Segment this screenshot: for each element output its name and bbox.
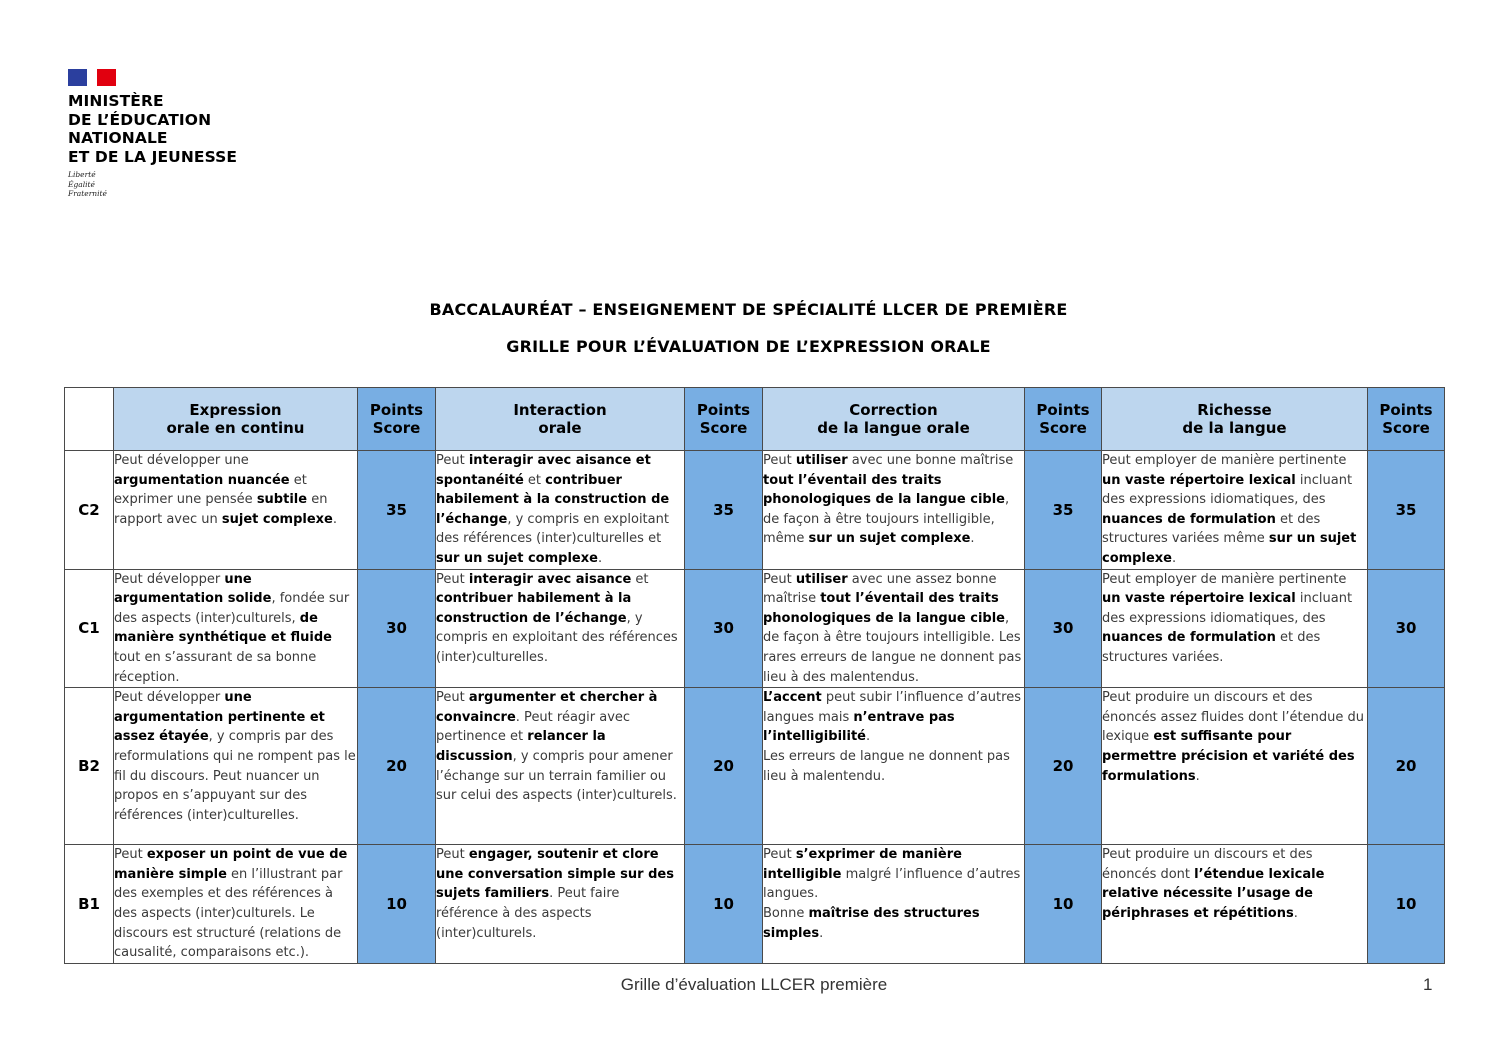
column-header-richesse [1102,388,1368,451]
descriptor-text: avec une assez bonne maîtrise [763,571,997,607]
ministry-line: ET DE LA JEUNESSE [68,147,238,166]
score-cell: 35 [358,451,436,570]
descriptor-text: , y compris en exploitant des références (inter)culturelles et [436,511,669,547]
descriptor-text: . Peut faire référence à des aspects (inter)culturels. [436,886,620,941]
emphasis-text: L’accent [763,690,822,706]
ministry-line: NATIONALE [68,129,168,147]
descriptor-text: , fondée sur des aspects (inter)culturels, [114,591,350,626]
table-row [65,688,1445,845]
descriptor-text: Peut produire un discours et des énoncés assez fluides dont l’étendue du lexique [1102,690,1365,745]
header-line: Score [372,419,421,437]
emphasis-text: contribuer habilement à la construction de l’échange [436,591,632,626]
descriptor-text: Peut employer de manière pertinente [1102,453,1347,468]
level-label: B1 [65,845,114,964]
score-cell: 20 [1025,688,1102,845]
descriptor-cell [1102,845,1368,964]
ministry-name [68,92,237,166]
emphasis-text: engager, soutenir et clore une conversation simple sur des sujets familiers [436,847,674,902]
descriptor-text: Peut développer [114,690,225,706]
descriptor-text: Peut produire un discours et des énoncés dont [1102,847,1313,882]
descriptor-cell [1102,688,1368,845]
level-label: B2 [65,688,114,845]
emphasis-text: relancer la discussion [436,729,606,764]
descriptor-text: Bonne [763,905,809,921]
descriptor-text: Peut [436,690,469,706]
emphasis-text: utiliser [795,571,848,587]
document-subtitle: GRILLE POUR L’ÉVALUATION DE L’EXPRESSION ORALE [506,337,991,356]
score-cell: 35 [1025,451,1102,570]
score-cell: 30 [685,569,763,688]
descriptor-text: malgré l’influence d’autres langues. [763,866,1021,902]
score-cell: 30 [1368,569,1445,688]
descriptor-text: , y compris pour amener l’échange sur un terrain familier ou sur celui des aspects (inter)culturels. [436,748,677,804]
score-cell: 20 [358,688,436,845]
points-header [1368,388,1445,451]
emphasis-text: une argumentation solide [114,571,272,607]
descriptor-text: en l’illustrant par des exemples et des références à des aspects (inter)culturels. Le discours est structuré (relations de causalité, comparaisons etc.). [114,866,343,961]
score-cell: 30 [1025,569,1102,688]
column-header-expression [114,388,358,451]
score-cell: 20 [685,688,763,845]
emphasis-text: tout l’éventail des traits phonologiques de la langue cible [763,472,1005,508]
emphasis-text: contribuer habilement à la construction de l’échange [436,472,670,527]
header-line: orale en continu [166,419,305,437]
emphasis-text: s’exprimer de manière intelligible [763,847,962,882]
column-header-interaction [436,388,685,451]
descriptor-text: , y compris en exploitant des références (inter)culturelles. [436,610,678,665]
emphasis-text: un vaste répertoire lexical [1102,472,1296,488]
table-row [65,569,1445,688]
emphasis-text: n’entrave pas l’intelligibilité [763,709,955,745]
level-label: C2 [65,451,114,570]
emphasis-text: sur un sujet complexe [436,550,598,566]
descriptor-text: Peut [436,453,469,468]
corner-cell [65,388,114,451]
score-cell: 30 [358,569,436,688]
descriptor-cell [436,845,685,964]
emphasis-text: un vaste répertoire lexical [1102,591,1296,607]
descriptor-cell [436,688,685,845]
descriptor-text: Les erreurs de langue ne donnent pas lieu à malentendu. [763,748,1010,784]
descriptor-text: Peut développer [114,571,225,587]
motto [68,170,237,199]
motto-line: Fraternité [68,189,107,198]
header-line: Points [369,401,424,419]
table-row [65,451,1445,570]
level-label: C1 [65,569,114,688]
document-title: BACCALAURÉAT – ENSEIGNEMENT DE SPÉCIALITÉ LLCER DE PREMIÈRE [429,300,1068,319]
motto-line: Égalité [68,179,95,189]
descriptor-text: et [523,472,546,488]
descriptor-cell [763,845,1025,964]
descriptor-text: Peut employer de manière pertinente [1102,571,1347,587]
header-row [65,388,1445,451]
score-cell: 10 [1025,845,1102,964]
evaluation-grid [64,387,1445,964]
descriptor-text: , de façon à être toujours intelligible, même [763,492,1010,547]
points-header [358,388,436,451]
descriptor-cell [763,569,1025,688]
descriptor-cell [436,569,685,688]
emphasis-text: nuances de formulation [1102,630,1276,646]
descriptor-cell [114,451,358,570]
page-number: 1 [1423,975,1433,994]
descriptor-text: Peut [436,847,469,863]
descriptor-text: et [631,571,649,587]
points-header [685,388,763,451]
header-line: Score [1039,419,1087,437]
descriptor-cell [763,688,1025,845]
header-line: Points [1379,401,1433,419]
descriptor-cell [1102,451,1368,570]
descriptor-cell [114,569,358,688]
descriptor-text: . [1293,905,1298,921]
descriptor-cell [1102,569,1368,688]
emphasis-text: argumentation nuancée [114,472,290,488]
score-cell: 10 [358,845,436,964]
descriptor-text: , y compris par des reformulations qui ne rompent pas le fil du discours. Peut nuancer un propos en s’appuyant sur des références (inter)culturelles. [114,729,356,823]
descriptor-text: et des structures variées même [1102,511,1321,547]
column-header-correction [763,388,1025,451]
descriptor-text: . [865,729,871,745]
footer-text: Grille d’évaluation LLCER première [620,975,888,994]
header-line: Richesse [1197,401,1272,419]
emphasis-text: tout l’éventail des traits phonologiques de la langue cible [763,591,1005,626]
descriptor-text: Peut [114,847,147,863]
table-row [65,845,1445,964]
emphasis-text: de manière synthétique et fluide [114,610,332,646]
descriptor-text: . [332,511,338,527]
descriptor-text: . Peut réagir avec pertinence et [436,709,631,745]
header-line: Score [699,419,748,437]
descriptor-text: tout en s’assurant de sa bonne réception. [114,649,317,685]
header-line: de la langue [1182,419,1287,437]
descriptor-text: en rapport avec un [114,492,328,527]
emphasis-text: une argumentation pertinente et assez étayée [114,690,325,745]
descriptor-text: avec une bonne maîtrise [847,453,1014,468]
descriptor-text: incluant des expressions idiomatiques, des [1102,472,1353,508]
score-cell: 10 [685,845,763,964]
emphasis-text: interagir avec aisance et spontanéité [436,453,651,488]
header-line: orale [538,419,582,437]
emphasis-text: argumenter et chercher à convaincre [436,690,658,725]
emphasis-text: subtile [256,492,308,508]
header-line: Expression [189,401,282,419]
emphasis-text: maîtrise des structures simples [763,905,980,941]
ministry-line: DE L’ÉDUCATION [68,110,212,129]
french-flag-icon [68,69,116,86]
header-line: Points [1036,401,1090,419]
emphasis-text: interagir avec aisance [468,571,632,587]
descriptor-cell [436,451,685,570]
emphasis-text: l’étendue lexicale relative nécessite l’usage de périphrases et répétitions [1102,866,1325,921]
emphasis-text: est suffisante pour permettre précision et variété des formulations [1102,729,1355,784]
descriptor-text: , de façon à être toujours intelligible. Les rares erreurs de langue ne donnent pas lieu à des malentendus. [763,610,1022,685]
descriptor-text: incluant des expressions idiomatiques, des [1102,591,1353,626]
emphasis-text: sur un sujet complexe [1102,531,1357,566]
emphasis-text: sujet complexe [221,511,333,527]
descriptor-text: . [597,550,603,566]
descriptor-text: . [1195,768,1200,784]
descriptor-text: . [970,531,975,547]
score-cell: 35 [685,451,763,570]
header-line: Points [696,401,751,419]
descriptor-cell [114,845,358,964]
descriptor-cell [763,451,1025,570]
score-cell: 35 [1368,451,1445,570]
header-line: Correction [849,401,938,419]
descriptor-text: . [1171,550,1177,566]
emphasis-text: exposer un point de vue de manière simple [114,847,348,882]
descriptor-text: et exprimer une pensée [114,472,307,508]
points-header [1025,388,1102,451]
emphasis-text: sur un sujet complexe [808,531,971,547]
descriptor-text: Peut développer une [114,453,249,468]
ministry-logo [68,69,237,199]
score-cell: 20 [1368,688,1445,845]
header-line: de la langue orale [817,419,970,437]
motto-line: Liberté [68,170,96,179]
score-cell: 10 [1368,845,1445,964]
descriptor-text: peut subir l’influence d’autres langues mais [763,690,1021,725]
emphasis-text: utiliser [795,453,848,468]
emphasis-text: nuances de formulation [1102,511,1276,527]
descriptor-text: Peut [436,571,469,587]
ministry-line: MINISTÈRE [68,92,164,110]
descriptor-text: Peut [763,453,796,468]
descriptor-text: . [819,925,824,941]
descriptor-cell [114,688,358,845]
header-line: Interaction [513,401,607,419]
header-line: Score [1382,419,1430,437]
descriptor-text: Peut [763,847,796,863]
descriptor-text: Peut [763,571,796,587]
descriptor-text: et des structures variées. [1102,630,1321,665]
